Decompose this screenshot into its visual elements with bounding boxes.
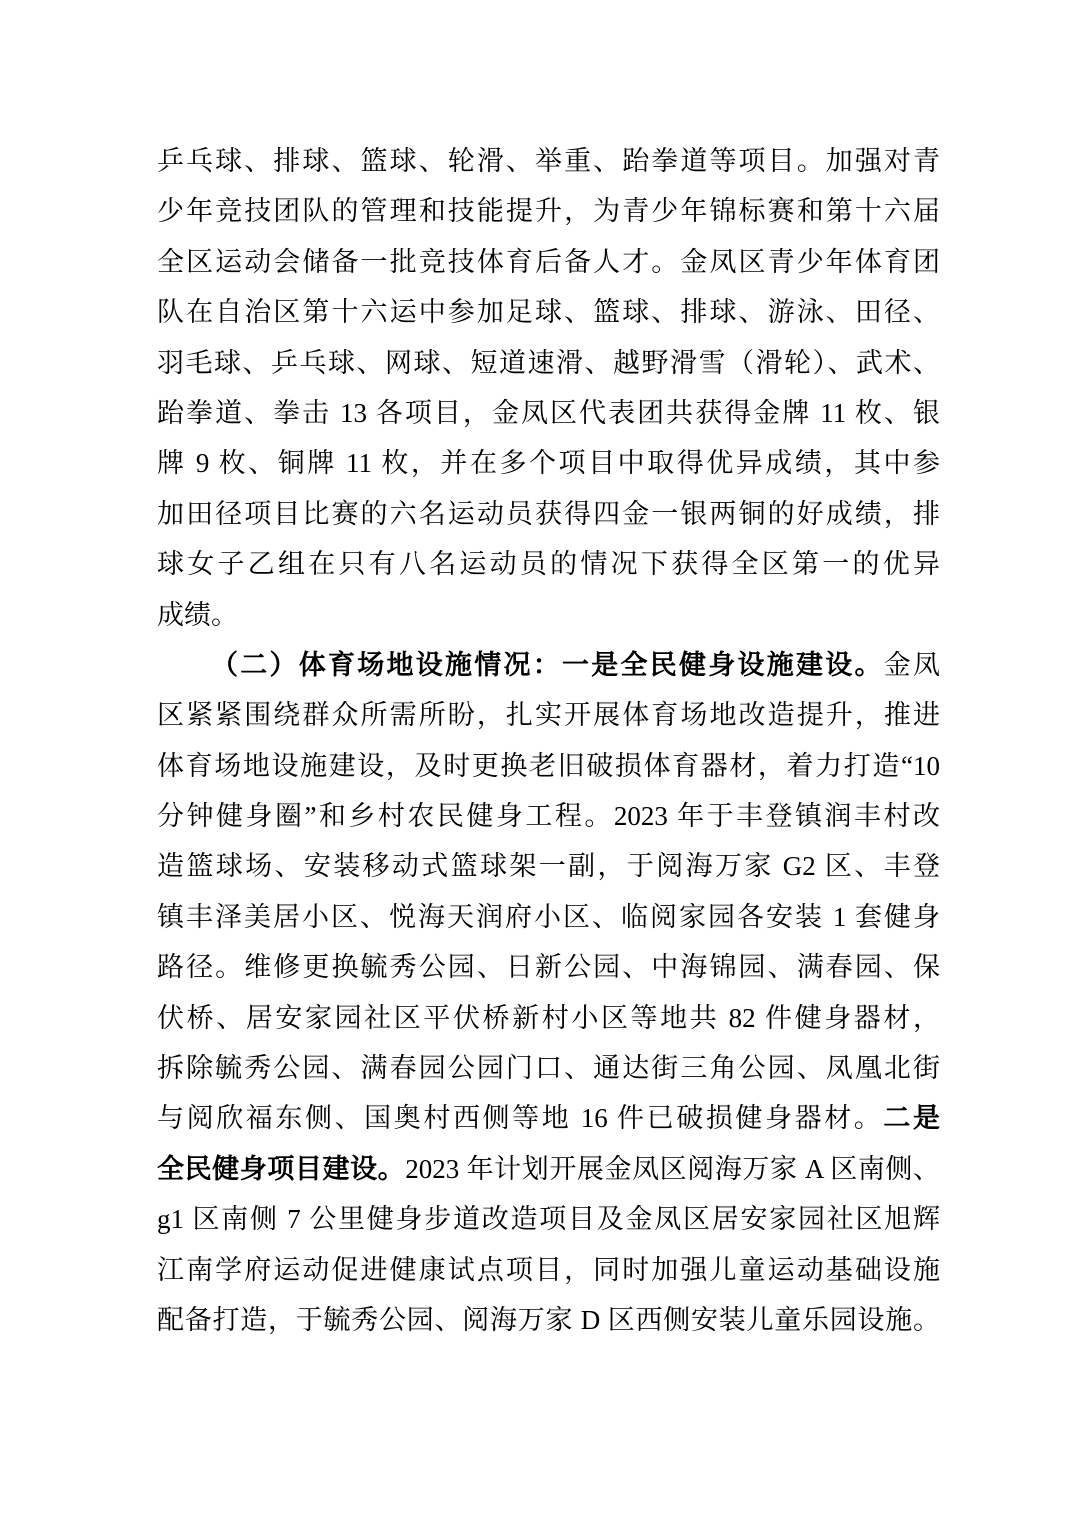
text-run: 牌 9 枚、铜牌 11 枚，并在多个项目中取得优异成绩，其中参 (157, 448, 940, 479)
document-text-block (157, 136, 940, 1345)
text-line (157, 791, 940, 841)
text-run: 金凤 (883, 649, 940, 680)
text-run: 2023 年计划开展金凤区阅海万家 A 区南侧、 (405, 1153, 940, 1184)
text-run: 羽毛球、乒乓球、网球、短道速滑、越野滑雪（滑轮）、武术、 (157, 347, 940, 378)
text-run: 镇丰泽美居小区、悦海天润府小区、临阅家园各安装 1 套健身 (157, 901, 940, 932)
text-line (157, 1093, 940, 1143)
text-run-bold-heading: 全民健身项目建设。 (157, 1153, 406, 1184)
text-line (157, 489, 940, 539)
text-run: 配备打造，于毓秀公园、阅海万家 D 区西侧安装儿童乐园设施。 (157, 1304, 940, 1335)
text-line (157, 186, 940, 236)
text-run-bold-heading: 二是 (883, 1103, 941, 1134)
text-line (157, 438, 940, 488)
text-run: 路径。维修更换毓秀公园、日新公园、中海锦园、满春园、保 (157, 952, 940, 983)
text-run: 球女子乙组在只有八名运动员的情况下获得全区第一的优异 (157, 549, 940, 580)
text-line-paragraph-end (157, 1295, 940, 1345)
text-line (157, 993, 940, 1043)
text-line (157, 388, 940, 438)
text-line (157, 892, 940, 942)
text-line (157, 539, 940, 589)
text-run: 成绩。 (157, 599, 238, 630)
text-line (157, 841, 940, 891)
text-line (157, 1245, 940, 1295)
text-line (157, 741, 940, 791)
text-run: 跆拳道、拳击 13 各项目，金凤区代表团共获得金牌 11 枚、银 (157, 397, 940, 428)
text-run: 区紧紧围绕群众所需所盼，扎实开展体育场地改造提升，推进 (157, 700, 940, 731)
text-line-paragraph-end (157, 590, 940, 640)
text-run: 少年竞技团队的管理和技能提升，为青少年锦标赛和第十六届 (157, 196, 940, 227)
text-line (157, 136, 940, 186)
text-line (157, 1194, 940, 1244)
text-run: 造篮球场、安装移动式篮球架一副，于阅海万家 G2 区、丰登 (157, 851, 940, 882)
text-line (157, 338, 940, 388)
text-line-section-heading (157, 640, 940, 690)
text-run: 加田径项目比赛的六名运动员获得四金一银两铜的好成绩，排 (157, 498, 940, 529)
text-run: 拆除毓秀公园、满春园公园门口、通达街三角公园、凤凰北街 (157, 1053, 940, 1084)
text-line (157, 1043, 940, 1093)
text-line (157, 1144, 940, 1194)
text-run: 分钟健身圈”和乡村农民健身工程。2023 年于丰登镇润丰村改 (157, 801, 940, 832)
text-run: 与阅欣福东侧、国奥村西侧等地 16 件已破损健身器材。 (157, 1103, 884, 1134)
text-run-bold-heading: （二）体育场地设施情况：一是全民健身设施建设。 (211, 649, 884, 680)
text-line (157, 287, 940, 337)
text-run: g1 区南侧 7 公里健身步道改造项目及金凤区居安家园社区旭辉 (157, 1204, 940, 1235)
text-run: 全区运动会储备一批竞技体育后备人才。金凤区青少年体育团 (157, 246, 940, 277)
text-line (157, 942, 940, 992)
text-line (157, 690, 940, 740)
text-run: 乒乓球、排球、篮球、轮滑、举重、跆拳道等项目。加强对青 (157, 146, 940, 176)
text-run: 伏桥、居安家园社区平伏桥新村小区等地共 82 件健身器材， (157, 1002, 940, 1033)
text-run: 队在自治区第十六运中参加足球、篮球、排球、游泳、田径、 (157, 297, 940, 328)
text-run: 体育场地设施建设，及时更换老旧破损体育器材，着力打造“10 (157, 750, 940, 781)
text-run: 江南学府运动促进健康试点项目，同时加强儿童运动基础设施 (157, 1254, 940, 1285)
text-line (157, 237, 940, 287)
